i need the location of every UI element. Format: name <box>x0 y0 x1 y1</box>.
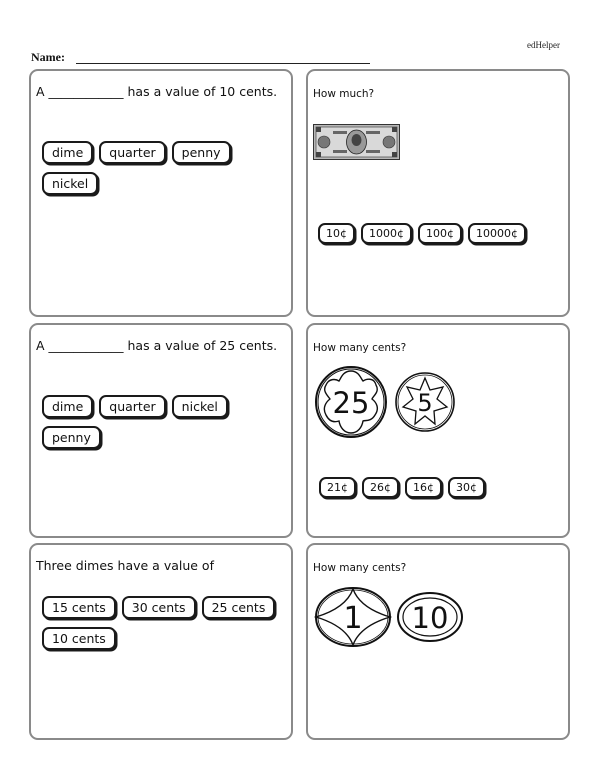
question-card-6 <box>306 543 570 740</box>
answer-option[interactable]: penny <box>42 426 101 449</box>
answer-option[interactable]: dime <box>42 395 93 418</box>
coin-10-icon <box>396 591 464 643</box>
answer-options <box>42 141 277 195</box>
question-prompt: A ____________ has a value of 25 cents. <box>36 338 278 353</box>
answer-options <box>42 395 277 449</box>
question-card-3 <box>29 323 293 538</box>
dollar-bill-image <box>313 124 400 160</box>
answer-option[interactable]: 1000¢ <box>361 223 412 244</box>
coin-value: 5 <box>417 389 433 417</box>
answer-option[interactable]: 15 cents <box>42 596 116 619</box>
answer-option[interactable]: 26¢ <box>362 477 399 498</box>
answer-option[interactable]: 16¢ <box>405 477 442 498</box>
answer-option[interactable]: dime <box>42 141 93 164</box>
answer-option[interactable]: 10 cents <box>42 627 116 650</box>
answer-option[interactable]: 100¢ <box>418 223 462 244</box>
answer-option[interactable]: nickel <box>172 395 228 418</box>
question-card-1 <box>29 69 293 317</box>
coin-value: 1 <box>343 601 363 636</box>
answer-option[interactable]: quarter <box>99 395 165 418</box>
question-prompt: A ____________ has a value of 10 cents. <box>36 84 278 99</box>
question-card-2 <box>306 69 570 317</box>
question-prompt: How much? <box>313 88 375 100</box>
answer-option[interactable]: quarter <box>99 141 165 164</box>
answer-option[interactable]: penny <box>172 141 231 164</box>
answer-option[interactable]: 21¢ <box>319 477 356 498</box>
question-prompt: Three dimes have a value of <box>36 558 214 573</box>
answer-option[interactable]: 10¢ <box>318 223 355 244</box>
answer-option[interactable]: 10000¢ <box>468 223 526 244</box>
answer-option[interactable]: nickel <box>42 172 98 195</box>
coin-value: 25 <box>332 386 370 420</box>
coin-5-icon <box>394 371 456 433</box>
answer-option[interactable]: 25 cents <box>202 596 276 619</box>
question-prompt: How many cents? <box>313 562 407 574</box>
answer-option[interactable]: 30¢ <box>448 477 485 498</box>
question-card-5 <box>29 543 293 740</box>
name-line[interactable] <box>76 63 370 64</box>
name-row <box>31 50 371 66</box>
answer-options <box>318 223 563 244</box>
coin-value: 10 <box>411 601 449 635</box>
answer-options <box>319 477 564 498</box>
coin-25-icon <box>314 365 388 439</box>
question-prompt: How many cents? <box>313 342 407 354</box>
answer-options <box>42 596 282 650</box>
coin-1-icon <box>314 586 392 648</box>
brand-label: edHelper <box>527 40 560 50</box>
question-card-4 <box>306 323 570 538</box>
answer-option[interactable]: 30 cents <box>122 596 196 619</box>
name-label: Name: <box>31 50 65 64</box>
